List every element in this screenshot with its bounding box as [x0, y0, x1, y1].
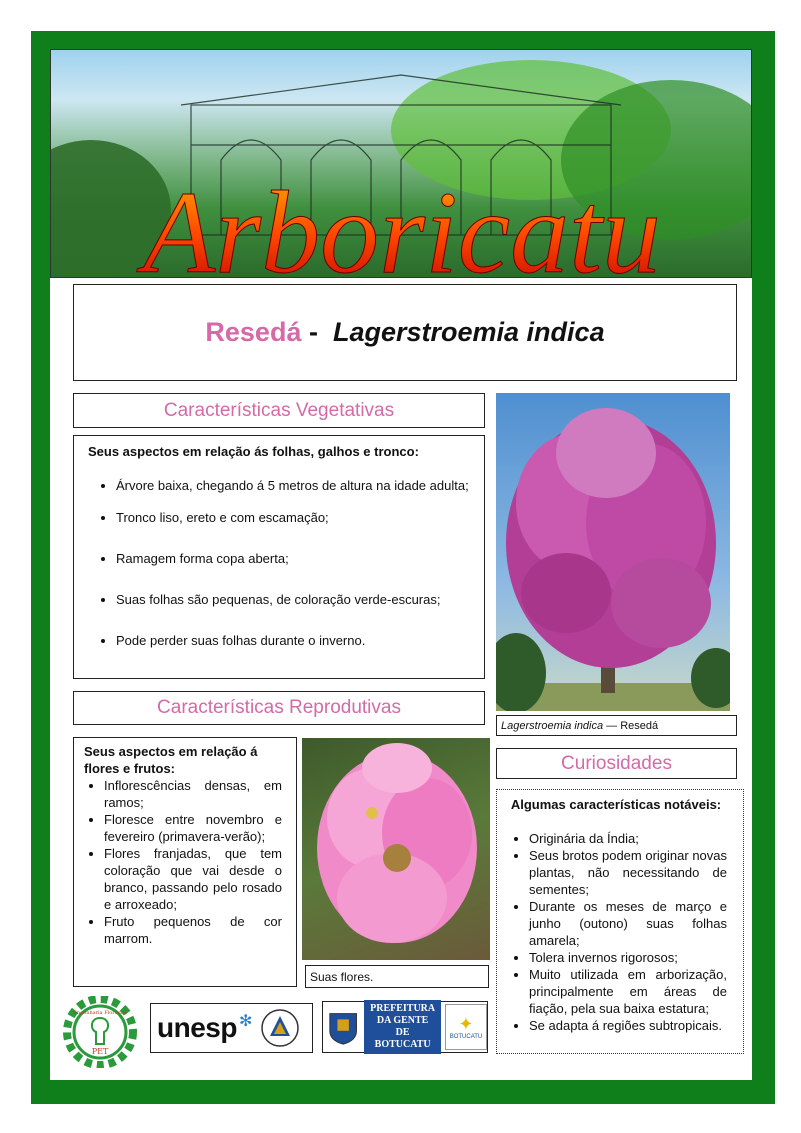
banner: [50, 49, 752, 278]
list-item: • Inflorescências densas, em ramos;: [104, 777, 282, 811]
flower-photo-caption: Suas flores.: [305, 965, 489, 988]
tree-illustration: [496, 393, 730, 711]
mascot-icon: ✦: [458, 1014, 474, 1034]
list-item: • Muito utilizada em arborização, principalmente em áreas de fiação, pela sua baixa estatura;: [529, 966, 727, 1017]
botucatu-small-text: BOTUCATU: [449, 1034, 483, 1040]
prefeitura-line-1: PREFEITURA: [370, 1003, 436, 1014]
tree-photo-caption: [496, 715, 737, 736]
reproductive-title: Características Reprodutivas: [73, 691, 485, 725]
banner-illustration: [51, 50, 752, 278]
reproductive-list: [84, 777, 282, 947]
curiosities-box: [496, 789, 744, 1054]
list-item: • Fruto pequenos de cor marrom.: [104, 913, 282, 947]
scientific-name: Lagerstroemia indica: [332, 317, 605, 347]
vegetative-intro: Seus aspectos em relação ás folhas, galhos e tronco:: [88, 444, 419, 459]
list-item: • Originária da Índia;: [529, 830, 727, 847]
list-item: • Ramagem forma copa aberta;: [116, 550, 470, 567]
prefeitura-banner: [364, 1000, 441, 1054]
list-item: • Seus brotos podem originar novas plantas, não necessitando de sementes;: [529, 847, 727, 898]
title-separator: -: [301, 317, 326, 347]
city-coat-of-arms-icon: [326, 1007, 360, 1047]
banner-title: Arboricatu: [143, 167, 661, 279]
list-item: • Floresce entre novembro e fevereiro (primavera-verão);: [104, 811, 282, 845]
vegetative-box: [73, 435, 485, 679]
list-item: • Se adapta á regiões subtropicais.: [529, 1017, 727, 1034]
reproductive-intro: Seus aspectos em relação á flores e frutos:: [84, 744, 258, 776]
snowflake-icon: ✻: [238, 1013, 253, 1030]
list-item: • Pode perder suas folhas durante o inverno.: [116, 632, 470, 649]
list-item: • Tronco liso, ereto e com escamação;: [116, 509, 470, 526]
prefeitura-logo-box: [322, 1001, 488, 1053]
list-item: • Flores franjadas, que tem coloração que vai desde o branco, passando pelo rosado e arroxeado;: [104, 845, 282, 913]
pet-logo: [60, 996, 140, 1068]
curiosities-title: Curiosidades: [496, 748, 737, 779]
pet-logo-bottom-text: PET: [91, 1047, 109, 1056]
pet-gear-icon: [60, 996, 140, 1068]
list-item: • Árvore baixa, chegando á 5 metros de altura na idade adulta;: [116, 477, 470, 494]
tree-caption-name: — Resedá: [603, 719, 659, 732]
unesp-logo-text: unesp: [157, 1012, 237, 1043]
pet-logo-top-text: Engenharia Florestal: [73, 1010, 127, 1016]
prefeitura-line-3: DE BOTUCATU: [374, 1027, 431, 1050]
reproductive-box: [73, 737, 297, 987]
species-title-box: [73, 284, 737, 381]
vegetative-list: [88, 477, 470, 649]
common-name: Resedá: [205, 317, 302, 347]
tree-photo: [496, 393, 730, 711]
botucatu-mascot-logo: [445, 1004, 487, 1050]
curiosities-intro: Algumas características notáveis:: [510, 797, 722, 812]
flower-illustration: [302, 738, 490, 960]
curiosities-list: [505, 830, 727, 1034]
list-item: • Tolera invernos rigorosos;: [529, 949, 727, 966]
list-item: • Suas folhas são pequenas, de coloração verde-escuras;: [116, 591, 470, 608]
list-item: • Durante os meses de março e junho (outono) suas folhas amarela;: [529, 898, 727, 949]
flower-photo: [302, 738, 490, 960]
prefeitura-line-2: DA GENTE: [376, 1015, 429, 1026]
vegetative-title: Características Vegetativas: [73, 393, 485, 428]
tree-caption-species: Lagerstroemia indica: [501, 719, 604, 732]
unesp-logo-box: [150, 1003, 313, 1053]
faculty-seal-icon: [260, 1008, 300, 1048]
